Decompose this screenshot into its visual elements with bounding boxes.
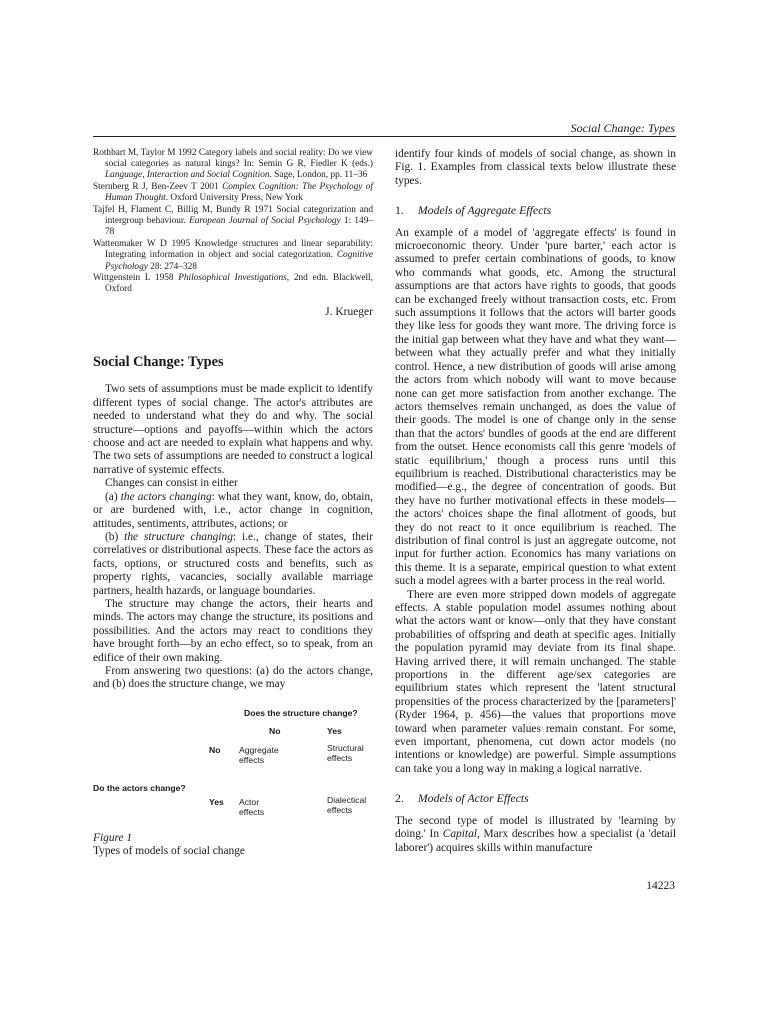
col-yes: Yes — [327, 725, 342, 736]
right-intro: identify four kinds of models of social change, as shown in Fig. 1. Examples from classical texts below illustrate these types. — [395, 148, 676, 187]
cell-actor: Actor effects — [239, 796, 265, 818]
section-2-paragraph: The second type of model is illustrated by 'learning by doing.' In Capital, Marx describes how a specialist (a 'detail laborer') acquires skills within manufacture — [395, 814, 677, 854]
item-a: (a) the actors changing: what they want, know, do, obtain, or are burdened with, i.e., actor change in cognition, attitudes, sentiments, attributes, actions; or — [93, 490, 373, 530]
reference-item: Rothbart M, Taylor M 1992 Category labels and social reality: Do we view social categories as natural kings? In: Semin G R, Fiedler K (eds.) Language, Interaction and Social Cognition. Sage, London, pp. 11–36 — [93, 148, 373, 181]
author-signature: J. Krueger — [325, 305, 373, 318]
article-title: Social Change: Types — [93, 354, 224, 371]
figure-label: Figure 1 — [93, 831, 133, 844]
col-no: No — [269, 725, 281, 736]
questions-paragraph: From answering two questions: (a) do the actors change, and (b) does the structure change, we may — [93, 664, 373, 691]
header-rule — [93, 136, 676, 137]
reference-item: Wattenmaker W D 1995 Knowledge structures and linear separability: Integrating information in object and social categorization. Cognitive Psychology 28: 274–328 — [93, 239, 373, 272]
section-1-paragraph-1: An example of a model of 'aggregate effects' is found in microeconomic theory. Under 'pure barter,' each actor is assumed to prefer certain combinations of goods, to know who commands what goods, etc. Among the structural assumptions are that actors have rights to goods, that goods can be exchanged freely without transaction costs, etc. From such assumptions it follows that the actors will barter goods they like less for goods they want more. The driving force is the initial gap between what they have and what they want—between what they actually prefer and what they initially control. Hence, a new distribution of goods will arise among the actors from which nobody will want to move because none can get more satisfaction from another exchange. The actors themselves remain unchanged, as does the value of their goods. The model is one of change only in the sense than that the actors' bundles of goods at the end are different from the outset. Hence economists call this genre 'models of static equilibrium,' though a process runs until this equilibrium is reached. Distributional characteristics may be modified—e.g., the degree of concentration of goods. But they have no further motivational effects in these models—the actors' choices shape the final allotment of goods, but they do not react to it once equilibrium is reached. The distribution of final control is just an aggregate outcome, not input for further action. Economics has many variations on this theme. It is a separate, empirical question to what extent such a model agrees with a barter process in the real world. — [395, 226, 676, 588]
intro-paragraph: Two sets of assumptions must be made explicit to identify different types of social change. The actor's attributes are needed to understand what they do and why. The social structure—options and payoffs—within which the actors choose and act are needed to explain what happens and why. The two sets of assumptions are needed to construct a logical narrative of systemic effects. — [93, 383, 373, 476]
figure-1-table — [93, 707, 373, 857]
figure-caption — [93, 832, 373, 858]
figure-caption-text: Types of models of social change — [93, 845, 245, 857]
section-1-paragraph-2: There are even more stripped down models of aggregate effects. A stable population model assumes nothing about what the actors want or know—only that they have constant probabilities of offspring and death at specific ages. Initially the population pyramid may deviate from its final shape. Having arrived there, it will remain unchanged. The stable proportions in the different age/sex categories are equilibrium states which represent the 'latent structural propensities of the process characterized by the [parameters]' (Ryder 1964, p. 456)—the values that proportions move toward when parameter values remain constant. For some, even important, phenomena, cut down actor models (no intentions or knowledge) are powerful. Simple assumptions can take you a long way in making a logical narrative. — [395, 588, 676, 775]
running-head: Social Change: Types — [570, 121, 675, 135]
cell-structural: Structural effects — [327, 742, 364, 764]
cell-dialectical: Dialectical effects — [327, 794, 367, 816]
reference-item: Sternberg R J, Ben-Zeev T 2001 Complex Cognition: The Psychology of Human Thought. Oxford University Press, New York — [93, 182, 373, 204]
row-question: Do the actors change? — [93, 782, 186, 793]
left-column — [93, 148, 373, 857]
item-b: (b) the structure changing: i.e., change of states, their correlatives or distributional aspects. These face the actors as facts, options, or structured costs and benefits, such as property rights, vacancies, socially available marriage partners, health hazards, or language boundaries. — [93, 530, 373, 597]
row-yes: Yes — [209, 796, 224, 807]
right-column — [395, 148, 676, 855]
col-question: Does the structure change? — [244, 707, 358, 718]
changes-intro: Changes can consist in either — [105, 477, 238, 490]
reference-item: Wittgenstein L 1958 Philosophical Investigations, 2nd edn. Blackwell, Oxford — [93, 273, 373, 295]
page-number: 14223 — [646, 880, 675, 892]
reference-item: Tajfel H, Flament C, Billig M, Bundy R 1971 Social categorization and intergroup behaviour. European Journal of Social Psychology 1: 149–78 — [93, 205, 373, 238]
structure-paragraph: The structure may change the actors, their hearts and minds. The actors may change the structure, its positions and possibilities. And the actors may react to conditions they have brought forth—by an echo effect, so to speak, from an edifice of their own making. — [93, 597, 373, 664]
reference-list — [93, 148, 373, 296]
cell-aggregate: Aggregate effects — [239, 744, 279, 766]
row-no: No — [209, 744, 221, 755]
section-1-heading: 1. Models of Aggregate Effects — [395, 203, 552, 218]
section-2-heading: 2. Models of Actor Effects — [395, 791, 529, 806]
